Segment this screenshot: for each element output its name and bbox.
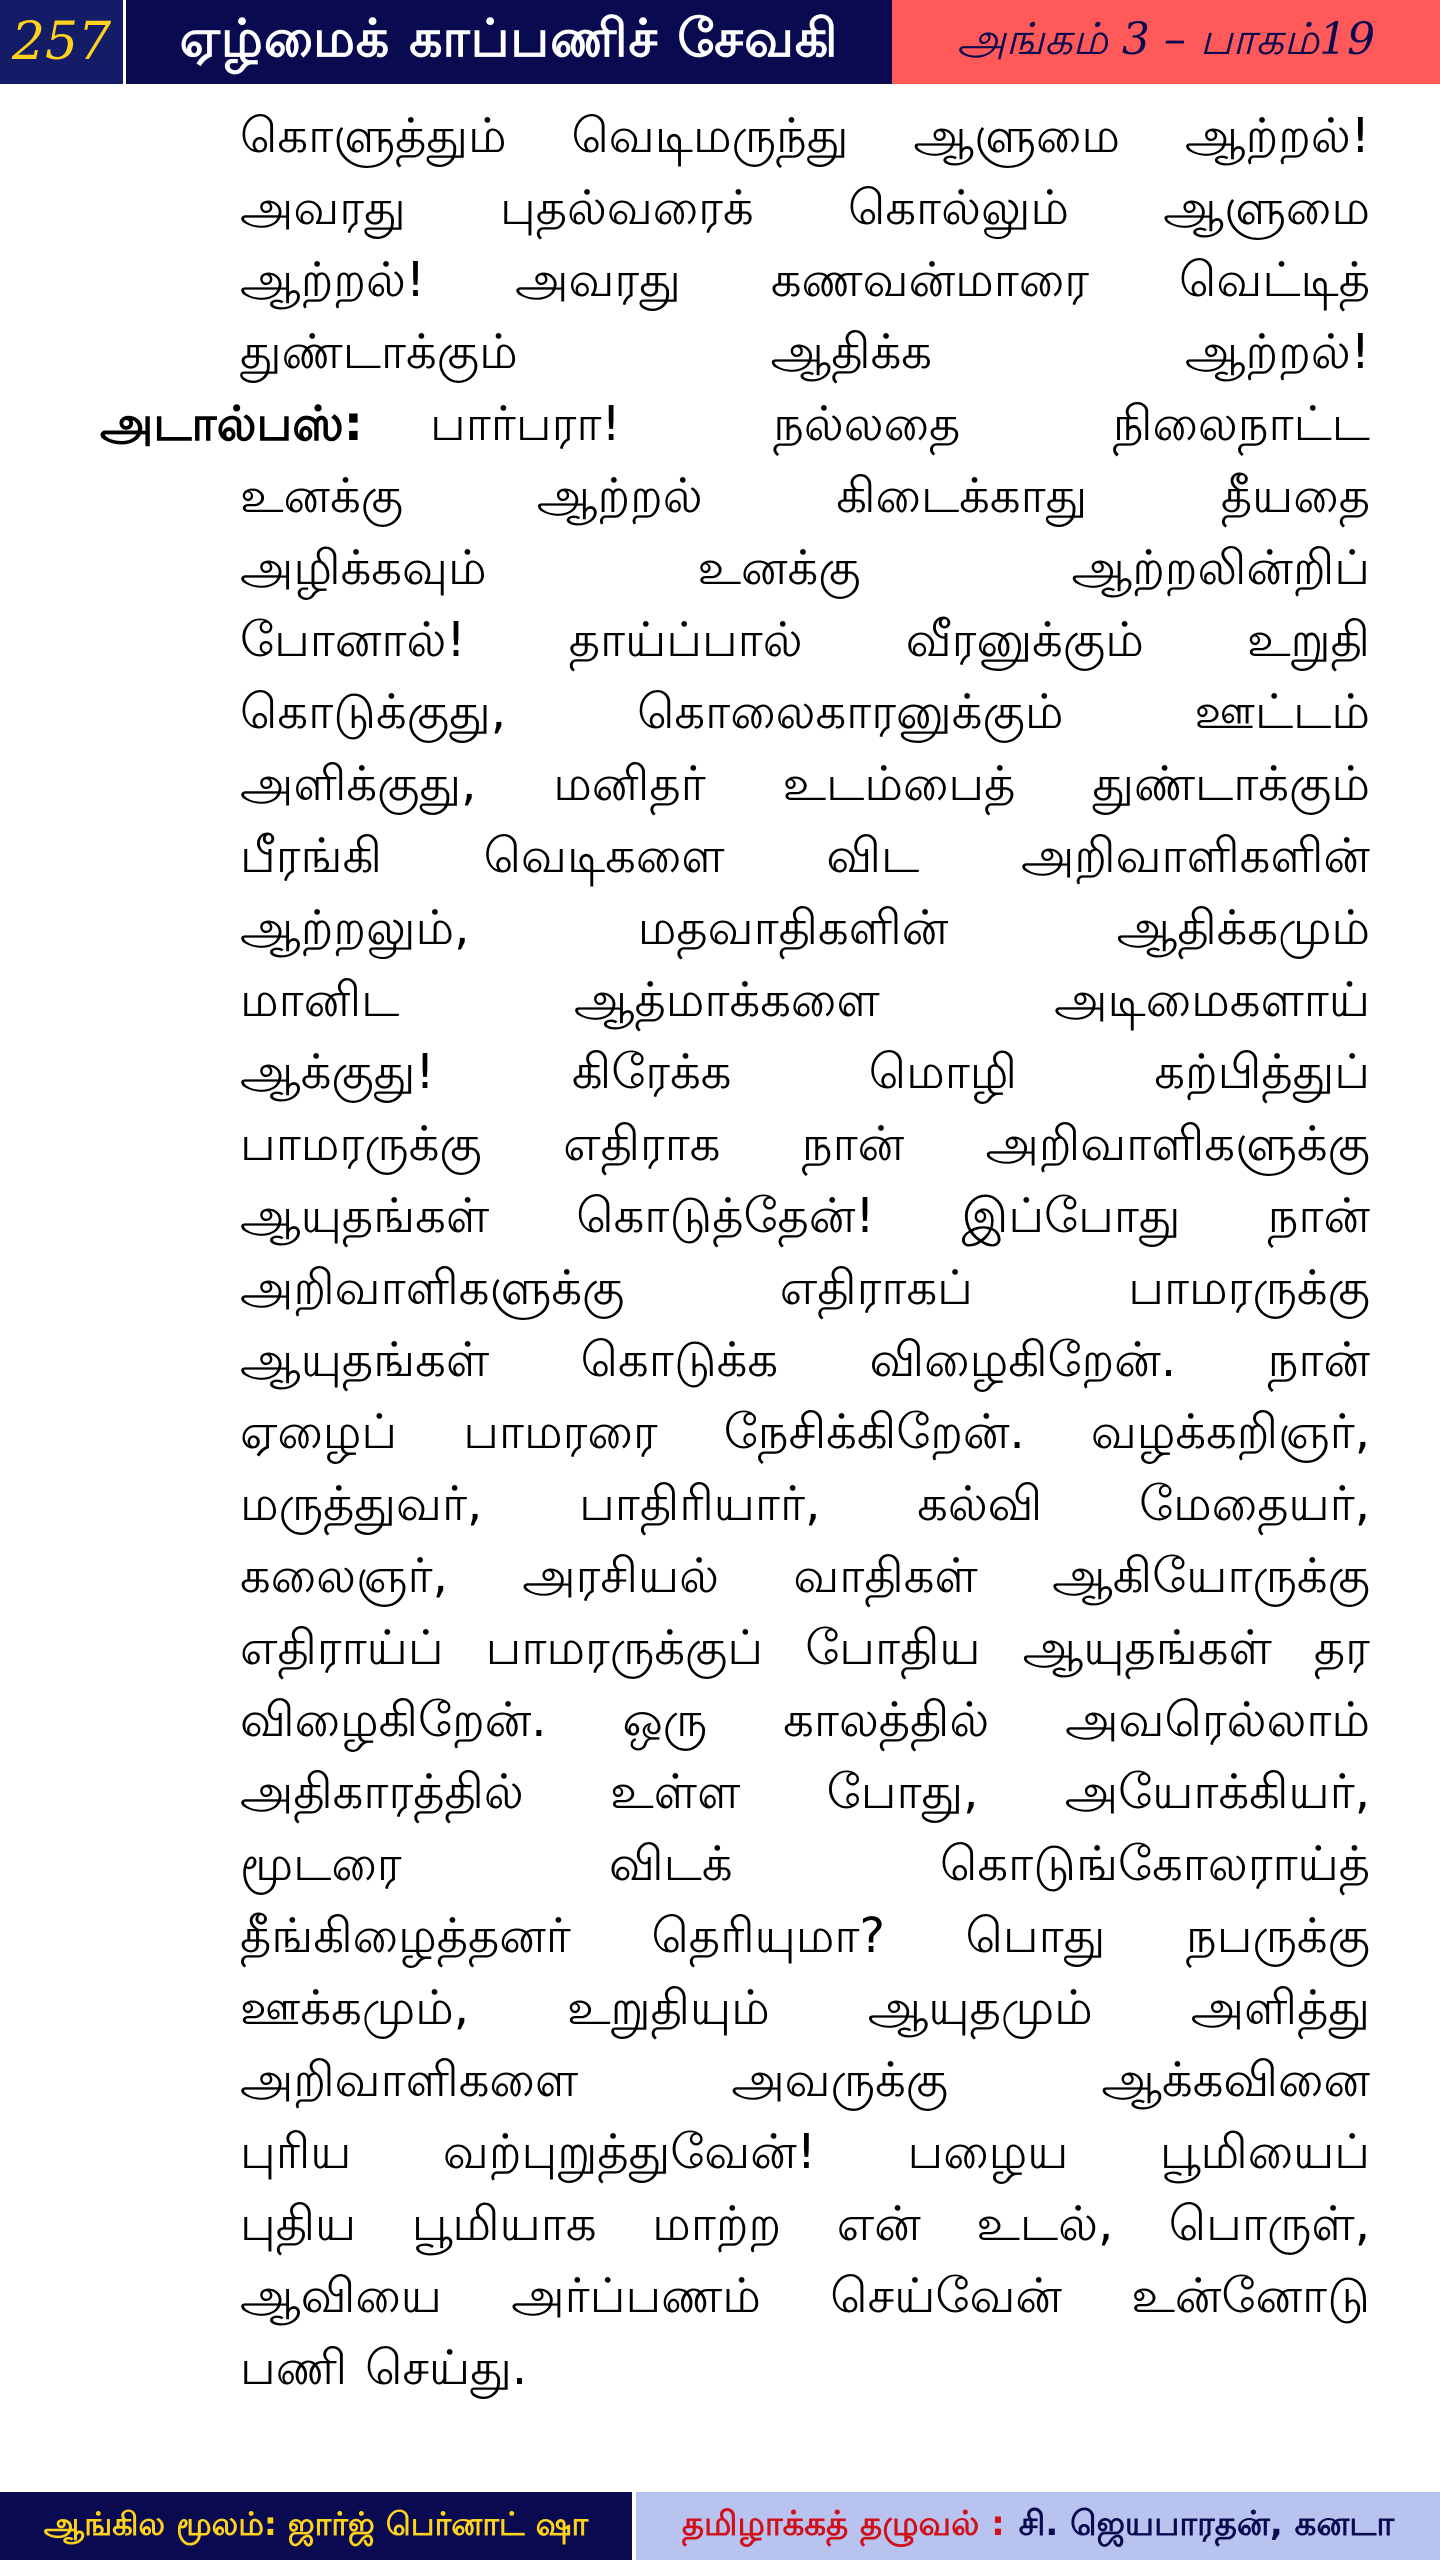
- text-line: துண்டாக்கும் ஆதிக்க ஆற்றல்!: [240, 324, 1370, 380]
- text-line: ஆயுதங்கள் கொடுத்தேன்! இப்போது நான்: [240, 1188, 1370, 1244]
- text-line: மருத்துவர், பாதிரியார், கல்வி மேதையர்,: [240, 1476, 1370, 1532]
- text-line: ஊக்கமும், உறுதியும் ஆயுதமும் அளித்து: [240, 1980, 1370, 2036]
- text-line: புதிய பூமியாக மாற்ற என் உடல், பொருள்,: [240, 2196, 1370, 2252]
- text-line: கொளுத்தும் வெடிமருந்து ஆளுமை ஆற்றல்!: [240, 108, 1370, 164]
- page-footer: [0, 2492, 1440, 2560]
- source-credit: ஆங்கில மூலம்: ஜார்ஜ் பெர்னாட் ஷா: [0, 2492, 636, 2560]
- speaker-name: அடால்பஸ்:: [100, 396, 363, 452]
- text-line: பார்பரா! நல்லதை நிலைநாட்ட: [430, 396, 1370, 452]
- text-line: பீரங்கி வெடிகளை விட அறிவாளிகளின்: [240, 828, 1370, 884]
- text-line: பணி செய்து.: [240, 2340, 528, 2396]
- text-line: உனக்கு ஆற்றல் கிடைக்காது தீயதை: [240, 468, 1370, 524]
- speaker-block: [0, 388, 1440, 2404]
- text-line: தீங்கிழைத்தனர் தெரியுமா? பொது நபருக்கு: [240, 1908, 1370, 1964]
- page-number: 257: [0, 0, 126, 84]
- text-line: ஆயுதங்கள் கொடுக்க விழைகிறேன். நான்: [240, 1332, 1370, 1388]
- text-line: எதிராய்ப் பாமரருக்குப் போதிய ஆயுதங்கள் தர: [240, 1620, 1370, 1676]
- text-line: பாமரருக்கு எதிராக நான் அறிவாளிகளுக்கு: [240, 1116, 1370, 1172]
- translator-name: சி. ஜெயபாரதன், கனடா: [1018, 2504, 1395, 2544]
- text-line: கலைஞர், அரசியல் வாதிகள் ஆகியோருக்கு: [240, 1548, 1370, 1604]
- text-line: மானிட ஆத்மாக்களை அடிமைகளாய்: [240, 972, 1370, 1028]
- continued-speech: [0, 100, 1440, 388]
- text-line: ஆற்றலும், மதவாதிகளின் ஆதிக்கமும்: [240, 900, 1370, 956]
- translation-credit: [636, 2492, 1440, 2560]
- translation-label: தமிழாக்கத் தழுவல் :: [681, 2504, 1005, 2544]
- text-line: ஆவியை அர்ப்பணம் செய்வேன் உன்னோடு: [240, 2268, 1370, 2324]
- text-line: அறிவாளிகளுக்கு எதிராகப் பாமரருக்கு: [240, 1260, 1370, 1316]
- text-line: புரிய வற்புறுத்துவேன்! பழைய பூமியைப்: [240, 2124, 1370, 2180]
- text-line: ஆக்குது! கிரேக்க மொழி கற்பித்துப்: [240, 1044, 1370, 1100]
- text-line: அதிகாரத்தில் உள்ள போது, அயோக்கியர்,: [240, 1764, 1370, 1820]
- text-line: போனால்! தாய்ப்பால் வீரனுக்கும் உறுதி: [240, 612, 1370, 668]
- section-label: அங்கம் 3 – பாகம்19: [892, 0, 1440, 84]
- text-line: விழைகிறேன். ஒரு காலத்தில் அவரெல்லாம்: [240, 1692, 1370, 1748]
- text-line: ஆற்றல்! அவரது கணவன்மாரை வெட்டித்: [240, 252, 1370, 308]
- text-line: அவரது புதல்வரைக் கொல்லும் ஆளுமை: [240, 180, 1370, 236]
- text-line: அறிவாளிகளை அவருக்கு ஆக்கவினை: [240, 2052, 1370, 2108]
- text-line: அழிக்கவும் உனக்கு ஆற்றலின்றிப்: [240, 540, 1370, 596]
- page-header: [0, 0, 1440, 84]
- passage-text: [0, 100, 1440, 2404]
- text-line: கொடுக்குது, கொலைகாரனுக்கும் ஊட்டம்: [240, 684, 1370, 740]
- text-line: அளிக்குது, மனிதர் உடம்பைத் துண்டாக்கும்: [240, 756, 1370, 812]
- text-line: ஏழைப் பாமரரை நேசிக்கிறேன். வழக்கறிஞர்,: [240, 1404, 1370, 1460]
- text-line: மூடரை விடக் கொடுங்கோலராய்த்: [240, 1836, 1370, 1892]
- book-title: ஏழ்மைக் காப்பணிச் சேவகி: [126, 0, 892, 84]
